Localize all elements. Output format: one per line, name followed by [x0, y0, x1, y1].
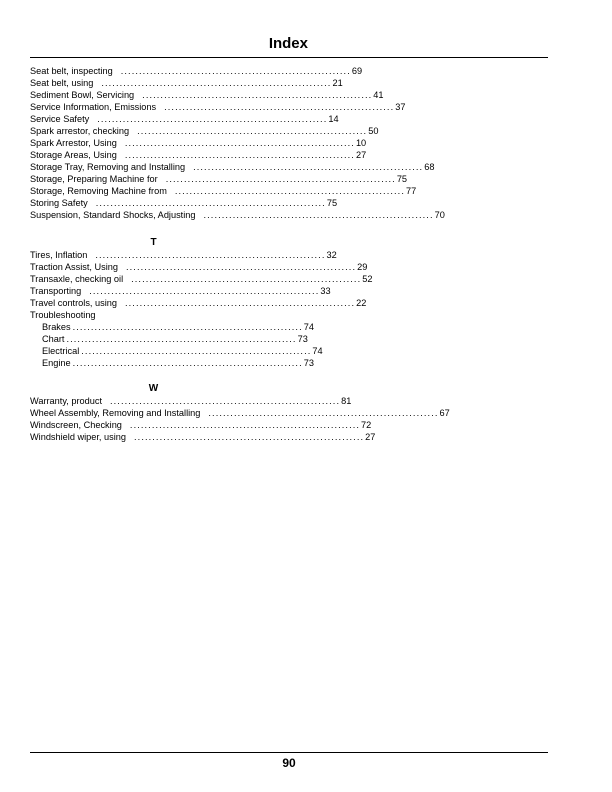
index-entry — [30, 125, 379, 137]
index-page: 75 — [326, 198, 338, 208]
index-entry — [30, 149, 367, 161]
index-term: Chart — [42, 334, 65, 344]
index-section-w — [30, 382, 277, 395]
index-entry — [30, 161, 435, 173]
leader-dots: ............................................................... — [66, 334, 297, 344]
index-page: 67 — [439, 408, 450, 418]
leader-dots: ............................................................... — [165, 174, 396, 184]
index-term: Tires, Inflation — [30, 250, 88, 260]
index-page: 73 — [297, 334, 308, 344]
index-page: 70 — [434, 210, 445, 220]
index-term: Storage, Preparing Machine for — [30, 174, 158, 184]
index-term: Travel controls, using — [30, 298, 117, 308]
index-entry — [30, 89, 384, 101]
index-page: 27 — [365, 432, 376, 442]
page-number: 90 — [282, 756, 296, 770]
leader-dots: ............................................................... — [124, 150, 355, 160]
index-subentry — [30, 357, 314, 369]
leader-dots: ............................................................... — [124, 298, 356, 308]
index-page: 10 — [355, 138, 367, 148]
index-entry — [30, 185, 417, 197]
index-term: Engine — [42, 358, 71, 368]
index-term: Seat belt, inspecting — [30, 66, 113, 76]
index-term: Service Safety — [30, 114, 90, 124]
index-term: Wheel Assembly, Removing and Installing — [30, 408, 201, 418]
leader-dots: ............................................................... — [126, 262, 357, 272]
index-entry — [30, 261, 368, 273]
leader-dots: ............................................................... — [120, 66, 351, 76]
index-page: 69 — [351, 66, 363, 76]
section-letter: W — [148, 383, 159, 394]
index-entry — [30, 249, 337, 261]
index-page: 21 — [332, 78, 343, 88]
index-term: Spark arrestor, checking — [30, 126, 130, 136]
index-page: 41 — [373, 90, 384, 100]
leader-dots: ............................................................... — [89, 286, 320, 296]
index-term: Storage Areas, Using — [30, 150, 117, 160]
index-page: 14 — [328, 114, 339, 124]
leader-dots: ............................................................... — [203, 210, 434, 220]
index-subentry — [30, 333, 308, 345]
index-page: 50 — [368, 126, 379, 136]
index-page: 33 — [320, 286, 331, 296]
leader-dots: ............................................................... — [134, 432, 365, 442]
leader-dots: ............................................................... — [72, 358, 303, 368]
index-term: Warranty, product — [30, 396, 102, 406]
index-term: Windscreen, Checking — [30, 420, 122, 430]
index-entry — [30, 101, 406, 113]
index-page: 72 — [361, 420, 372, 430]
index-entry — [30, 137, 367, 149]
index-entry — [30, 209, 445, 221]
index-term: Storing Safety — [30, 198, 88, 208]
index-term: Windshield wiper, using — [30, 432, 127, 442]
leader-dots: ............................................................... — [142, 90, 373, 100]
leader-dots: ............................................................... — [174, 186, 405, 196]
leader-dots: ............................................................... — [129, 420, 361, 430]
index-page: 29 — [357, 262, 368, 272]
leader-dots: ............................................................... — [81, 346, 312, 356]
index-term: Service Information, Emissions — [30, 102, 157, 112]
page-title: Index — [268, 35, 308, 52]
index-entry — [30, 173, 408, 185]
index-term: Transporting — [30, 286, 82, 296]
index-term: Spark Arrestor, Using — [30, 138, 117, 148]
index-entry — [30, 77, 343, 89]
index-term: Sediment Bowl, Servicing — [30, 90, 135, 100]
header-rule — [30, 57, 548, 58]
index-page: 73 — [303, 358, 314, 368]
index-heading-troubleshooting: Troubleshooting — [30, 310, 96, 320]
leader-dots: ............................................................... — [95, 198, 326, 208]
leader-dots: ............................................................... — [208, 408, 439, 418]
index-entry — [30, 407, 450, 419]
index-page: 77 — [405, 186, 417, 196]
index-page: 68 — [424, 162, 435, 172]
leader-dots: ............................................................... — [110, 396, 341, 406]
index-entry — [30, 419, 372, 431]
leader-dots: ............................................................... — [124, 138, 355, 148]
index-section-t-entries — [30, 249, 373, 369]
index-page: 75 — [396, 174, 408, 184]
index-term: Seat belt, using — [30, 78, 94, 88]
footer-rule — [30, 752, 548, 753]
leader-dots: ............................................................... — [95, 250, 326, 260]
index-term: Brakes — [42, 322, 71, 332]
index-section-t — [30, 236, 277, 249]
index-page: 27 — [355, 150, 367, 160]
leader-dots: ............................................................... — [72, 322, 303, 332]
leader-dots: ............................................................... — [131, 274, 362, 284]
index-subentry — [30, 345, 323, 357]
index-entry — [30, 113, 339, 125]
leader-dots: ............................................................... — [193, 162, 424, 172]
index-page: 74 — [303, 322, 314, 332]
index-section-w-entries — [30, 395, 450, 443]
index-page: 37 — [395, 102, 406, 112]
index-term: Storage Tray, Removing and Installing — [30, 162, 186, 172]
index-entry — [30, 285, 331, 297]
index-entry — [30, 395, 352, 407]
index-page: 74 — [312, 346, 323, 356]
index-section-s — [30, 65, 445, 221]
index-entry — [30, 431, 376, 443]
leader-dots: ............................................................... — [101, 78, 332, 88]
index-term: Suspension, Standard Shocks, Adjusting — [30, 210, 196, 220]
index-page: 22 — [356, 298, 367, 308]
index-entry — [30, 297, 367, 309]
index-term: Transaxle, checking oil — [30, 274, 124, 284]
index-entry — [30, 197, 338, 209]
index-term: Storage, Removing Machine from — [30, 186, 167, 196]
index-term: Electrical — [42, 346, 80, 356]
index-page: 52 — [362, 274, 373, 284]
section-letter: T — [150, 237, 157, 248]
index-term: Traction Assist, Using — [30, 262, 118, 272]
leader-dots: ............................................................... — [164, 102, 395, 112]
index-subentry — [30, 321, 314, 333]
index-entry — [30, 65, 363, 77]
leader-dots: ............................................................... — [137, 126, 368, 136]
index-entry — [30, 273, 373, 285]
index-page: 81 — [341, 396, 352, 406]
index-page: 32 — [326, 250, 337, 260]
leader-dots: ............................................................... — [97, 114, 328, 124]
